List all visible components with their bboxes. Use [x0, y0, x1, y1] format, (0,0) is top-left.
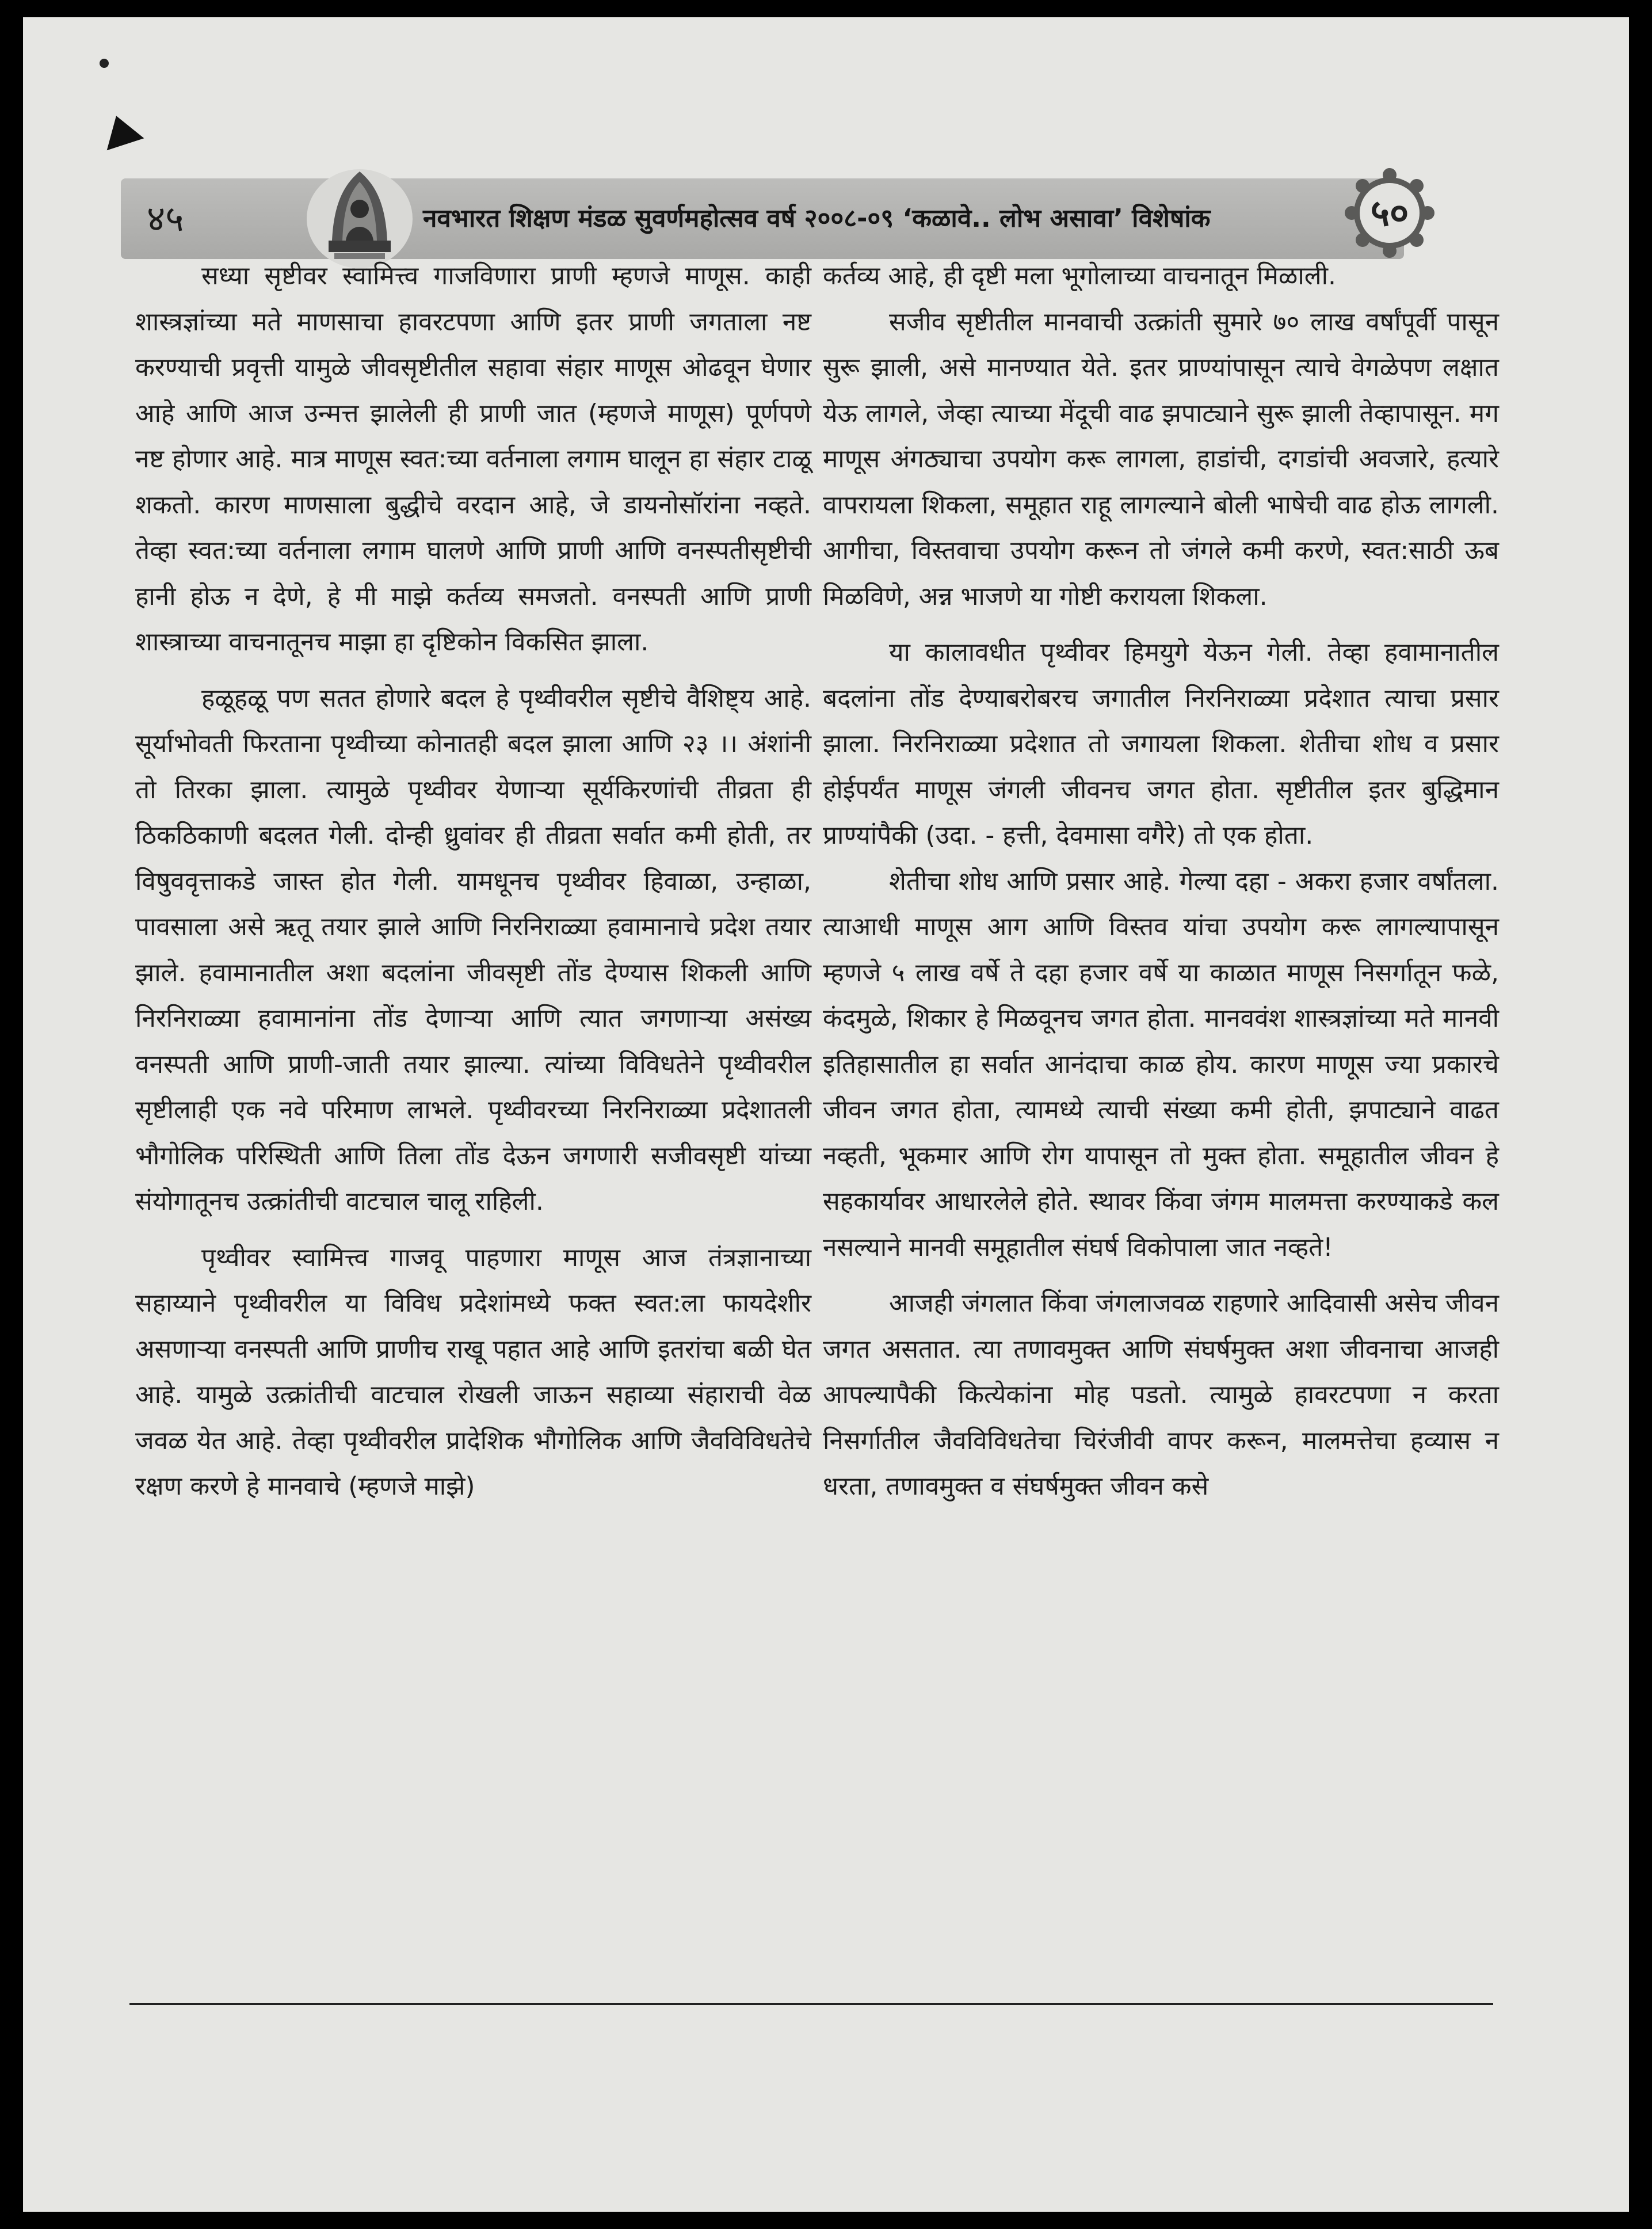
footer-divider [129, 2003, 1493, 2005]
svg-text:५०: ५० [1370, 192, 1409, 235]
paragraph: शेतीचा शोध आणि प्रसार आहे. गेल्या दहा - अकरा हजार वर्षांतला. त्याआधी माणूस आग आणि विस्तव यांचा उपयोग करू लागल्यापासून म्हणजे ५ लाख वर्षे ते दहा हजार वर्षे या काळात माणूस निसर्गातून फळे, कंदमुळे, शिकार हे मिळवूनच जगत होता. मानववंश शास्त्रज्ञांच्या मते मानवी इतिहासातील हा सर्वात आनंदाचा काळ होय. कारण माणूस ज्या प्रकारचे जीवन जगत होता, त्यामध्ये त्याची संख्या कमी होती, झपाट्याने वाढत नव्हती, भूकमार आणि रोग यापासून तो मुक्त होता. समूहातील जीवन हे सहकार्यावर आधारलेले होते. स्थावर किंवा जंगम मालमत्ता करण्याकडे कल नसल्याने मानवी समूहातील संघर्ष विकोपाला जात नव्हते! [823, 866, 1499, 1262]
header-title: नवभारत शिक्षण मंडळ सुवर्णमहोत्सव वर्ष २००८-०९ ‘कळावे.. लोभ असावा’ विशेषांक [423, 204, 1211, 233]
punch-hole-mark [100, 59, 109, 68]
paragraph: सजीव सृष्टीतील मानवाची उत्क्रांती सुमारे ७० लाख वर्षांपूर्वी पासून सुरू झाली, असे मानण्यात येते. इतर प्राण्यांपासून त्याचे वेगळेपण लक्षात येऊ लागले, जेव्हा त्याच्या मेंदूची वाढ झपाट्याने सुरू झाली तेव्हापासून. मग माणूस अंगठ्याचा उपयोग करू लागला, हाडांची, दगडांची अवजारे, हत्यारे वापरायला शिकला, समूहात राहू लागल्याने बोली भाषेची वाढ होऊ लागली. आगीचा, विस्तवाचा उपयोग करून तो जंगले कमी करणे, स्वत:साठी ऊब मिळविणे, अन्न भाजणे या गोष्टी करायला शिकला. [823, 307, 1499, 611]
article-left-column [135, 253, 811, 1510]
page-number: ४५ [147, 197, 184, 239]
paragraph: कर्तव्य आहे, ही दृष्टी मला भूगोलाच्या वाचनातून मिळाली. [823, 261, 1336, 291]
paragraph: या कालावधीत पृथ्वीवर हिमयुगे येऊन गेली. तेव्हा हवामानातील बदलांना तोंड देण्याबरोबरच जगातील निरनिराळ्या प्रदेशात त्याचा प्रसार झाला. निरनिराळ्या प्रदेशात तो जगायला शिकला. शेतीचा शोध व प्रसार होईपर्यंत माणूस जंगली जीवनच जगत होता. सृष्टीतील इतर बुद्धिमान प्राण्यांपैकी (उदा. - हत्ती, देवमासा वगैरे) तो एक होता. [823, 638, 1499, 850]
paragraph: हळूहळू पण सतत होणारे बदल हे पृथ्वीवरील सृष्टीचे वैशिष्ट्य आहे. सूर्याभोवती फिरताना पृथ्वीच्या कोनातही बदल झाला आणि २३ ।। अंशांनी तो तिरका झाला. त्यामुळे पृथ्वीवर येणाऱ्या सूर्यकिरणांची तीव्रता ही ठिकठिकाणी बदलत गेली. दोन्ही ध्रुवांवर ही तीव्रता सर्वात कमी होती, तर विषुववृत्ताकडे जास्त होत गेली. यामधूनच पृथ्वीवर हिवाळा, उन्हाळा, पावसाला असे ऋतू तयार झाले आणि निरनिराळ्या हवामानाचे प्रदेश तयार झाले. हवामानातील अशा बदलांना जीवसृष्टी तोंड देण्यास शिकली आणि निरनिराळ्या हवामानांना तोंड देणाऱ्या आणि त्यात जगणाऱ्या असंख्य वनस्पती आणि प्राणी-जाती तयार झाल्या. त्यांच्या विविधतेने पृथ्वीवरील सृष्टीलाही एक नवे परिमाण लाभले. पृथ्वीवरच्या निरनिराळ्या प्रदेशातली भौगोलिक परिस्थिती आणि तिला तोंड देऊन जगणारी सजीवसृष्टी यांच्या संयोगातूनच उत्क्रांतीची वाटचाल चालू राहिली. [135, 683, 811, 1216]
article-right-column [823, 253, 1499, 1510]
paragraph: सध्या सृष्टीवर स्वामित्त्व गाजविणारा प्राणी म्हणजे माणूस. काही शास्त्रज्ञांच्या मते माणसाचा हावरटपणा आणि इतर प्राणी जगताला नष्ट करण्याची प्रवृत्ती यामुळे जीवसृष्टीतील सहावा संहार माणूस ओढवून घेणार आहे आणि आज उन्मत्त झालेली ही प्राणी जात (म्हणजे माणूस) पूर्णपणे नष्ट होणार आहे. मात्र माणूस स्वत:च्या वर्तनाला लगाम घालून हा संहार टाळू शकतो. कारण माणसाला बुद्धीचे वरदान आहे, जे डायनोसॉरांना नव्हते. तेव्हा स्वत:च्या वर्तनाला लगाम घालणे आणि प्राणी आणि वनस्पतीसृष्टीची हानी होऊ न देणे, हे मी माझे कर्तव्य समजतो. वनस्पती आणि प्राणी शास्त्राच्या वाचनातूनच माझा हा दृष्टिकोन विकसित झाला. [135, 261, 811, 657]
temple-logo-icon [302, 154, 417, 269]
paragraph: आजही जंगलात किंवा जंगलाजवळ राहणारे आदिवासी असेच जीवन जगत असतात. त्या तणावमुक्त आणि संघर्षमुक्त अशा जीवनाचा आजही आपल्यापैकी कित्येकांना मोह पडतो. त्यामुळे हावरटपणा न करता निसर्गातील जैवविविधतेचा चिरंजीवी वापर करून, मालमत्तेचा हव्यास न धरता, तणावमुक्त व संघर्षमुक्त जीवन कसे [823, 1289, 1499, 1501]
jubilee-50-badge-icon [1344, 167, 1436, 259]
paragraph: पृथ्वीवर स्वामित्त्व गाजवू पाहणारा माणूस आज तंत्रज्ञानाच्या सहाय्याने पृथ्वीवरील या विविध प्रदेशांमध्ये फक्त स्वत:ला फायदेशीर असणाऱ्या वनस्पती आणि प्राणीच राखू पहात आहे आणि इतरांचा बळी घेत आहे. यामुळे उत्क्रांतीची वाटचाल रोखली जाऊन सहाव्या संहाराची वेळ जवळ येत आहे. तेव्हा पृथ्वीवरील प्रादेशिक भौगोलिक आणि जैवविविधतेचे रक्षण करणे हे मानवाचे (म्हणजे माझे) [135, 1243, 811, 1501]
